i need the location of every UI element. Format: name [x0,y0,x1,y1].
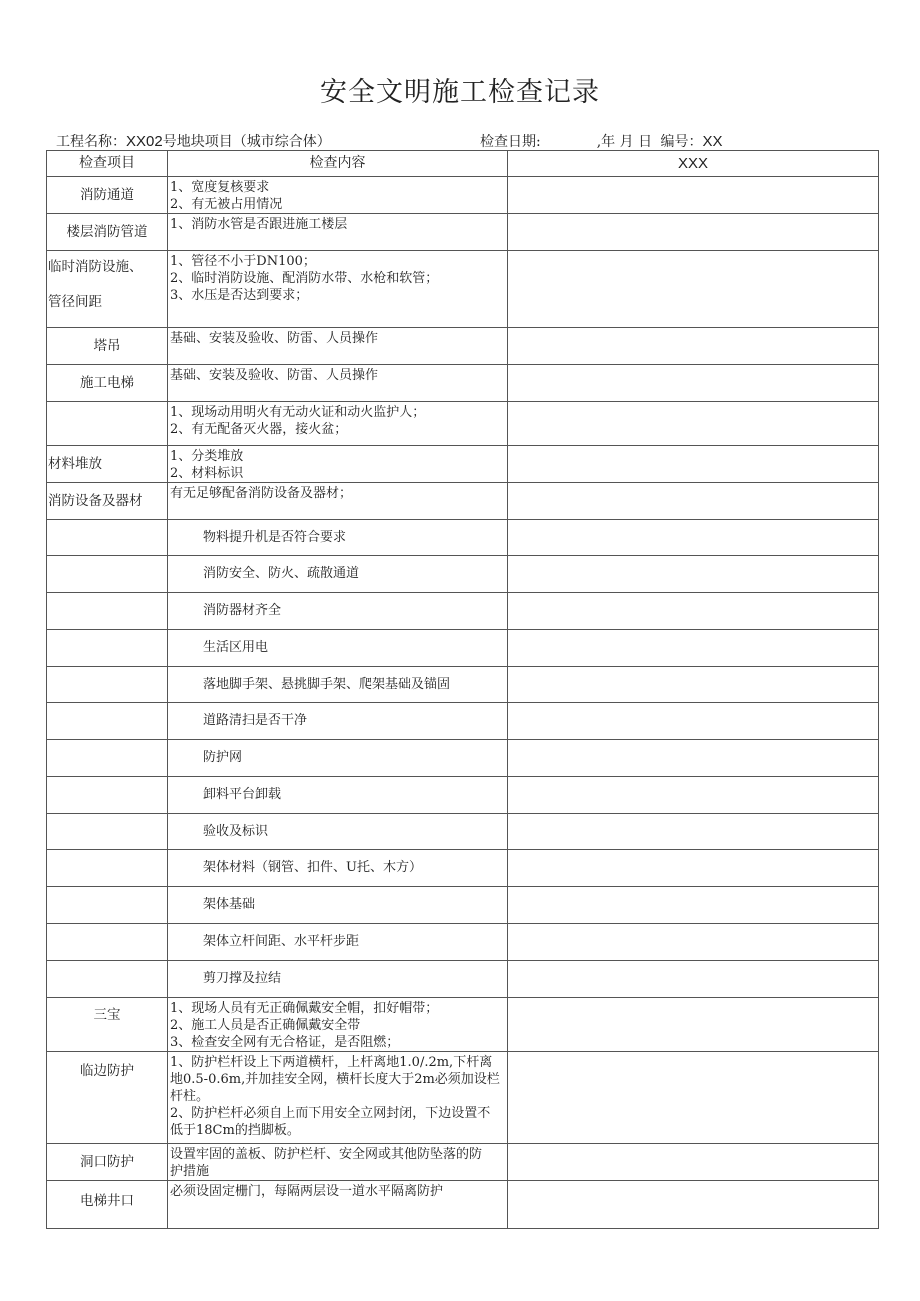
header-result: XXX [508,151,879,177]
content-cell [168,998,508,1052]
table-row [47,402,879,446]
result-cell[interactable] [508,961,879,998]
table-row [47,446,879,483]
item-cell [47,630,168,667]
content-cell [168,1181,508,1229]
result-cell[interactable] [508,593,879,630]
content-line: 1、宽度复核要求 [170,180,270,195]
table-row [47,1144,879,1181]
content-cell [168,402,508,446]
content-line: 基础、安装及验收、防雷、人员操作 [170,368,379,383]
number-label: 编号： [660,134,703,150]
table-row [47,924,879,961]
content-line: 基础、安装及验收、防雷、人员操作 [170,331,379,346]
item-cell [47,483,168,520]
date-label: 检查日期: [480,134,541,150]
content-cell [168,924,508,961]
table-row [47,593,879,630]
content-line: 1、现场人员有无正确佩戴安全帽，扣好帽带； [170,1001,439,1016]
result-cell[interactable] [508,251,879,328]
content-cell [168,814,508,850]
content-line: 3、水压是否达到要求； [170,288,309,303]
item-label: 消防通道 [80,187,134,203]
content-line: 必须设固定栅门，每隔两层设一道水平隔离防护 [170,1184,444,1199]
item-cell [47,1144,168,1181]
result-cell[interactable] [508,703,879,740]
table-row [47,814,879,850]
content-line: 1、消防水管是否跟进施工楼层 [170,217,348,232]
result-cell[interactable] [508,814,879,850]
content-line: 2、有无被占用情况 [170,197,283,212]
content-cell [168,483,508,520]
content-line: 验收及标识 [203,824,269,839]
table-row [47,630,879,667]
table-row [47,961,879,998]
table-row [47,1052,879,1144]
item-cell [47,365,168,402]
item-label: 材料堆放 [48,456,102,472]
item-label: 楼层消防管道 [66,224,148,240]
content-cell [168,887,508,924]
item-cell [47,556,168,593]
item-cell [47,777,168,814]
content-cell [168,1144,508,1181]
content-cell [168,630,508,667]
content-cell [168,740,508,777]
result-cell[interactable] [508,1181,879,1229]
item-cell [47,850,168,887]
item-label: 三宝 [93,1007,121,1023]
table-row [47,328,879,365]
content-cell [168,177,508,214]
item-cell [47,1181,168,1229]
content-line: 地0.5-0.6m,并加挂安全网，横杆长度大于2m必须加设栏 [170,1072,500,1087]
content-line: 消防安全、防火、疏散通道 [203,566,360,581]
content-cell [168,328,508,365]
content-line: 3、检查安全网有无合格证，是否阻燃； [170,1035,400,1050]
result-cell[interactable] [508,446,879,483]
item-cell [47,251,168,328]
content-line: 卸料平台卸载 [203,787,282,802]
item-label: 电梯井口 [80,1193,134,1209]
result-cell[interactable] [508,520,879,556]
item-cell [47,998,168,1052]
table-row [47,703,879,740]
table-row [47,777,879,814]
content-line: 2、施工人员是否正确佩戴安全带 [170,1018,361,1033]
content-line: 架体基础 [203,897,256,912]
result-cell[interactable] [508,365,879,402]
project-code: XX02 [126,133,163,150]
content-line: 2、防护栏杆必须自上而下用安全立网封闭，下边设置不 [170,1106,491,1121]
result-cell[interactable] [508,1052,879,1144]
item-cell [47,1052,168,1144]
result-cell[interactable] [508,328,879,365]
number-value: XX [702,133,723,150]
inspection-table [46,150,879,1229]
table-row [47,483,879,520]
date-blanks: ,年 月 日 [596,134,653,150]
content-line: 物料提升机是否符合要求 [203,530,347,545]
table-row [47,667,879,703]
content-cell [168,703,508,740]
project-info [56,131,331,151]
item-cell [47,740,168,777]
item-label: 临边防护 [80,1063,134,1079]
result-cell[interactable] [508,630,879,667]
content-line: 2、有无配备灭火器，接火盆； [170,422,348,437]
table-header-row [47,151,879,177]
result-cell[interactable] [508,667,879,703]
table-row [47,365,879,402]
content-line: 1、管径不小于DN100； [170,254,316,269]
table-row [47,850,879,887]
table-row [47,251,879,328]
result-cell[interactable] [508,483,879,520]
table-row [47,556,879,593]
result-cell[interactable] [508,850,879,887]
content-cell [168,214,508,251]
item-cell [47,214,168,251]
content-cell [168,667,508,703]
header-content: 检查内容 [168,151,508,177]
content-cell [168,1052,508,1144]
content-line: 落地脚手架、悬挑脚手架、爬架基础及锚固 [203,677,451,692]
item-label: 管径间距 [48,294,102,310]
table-row [47,177,879,214]
item-cell [47,703,168,740]
table-row [47,1181,879,1229]
result-cell[interactable] [508,887,879,924]
item-cell [47,667,168,703]
item-cell [47,520,168,556]
header-item: 检查项目 [47,151,168,177]
result-cell[interactable] [508,740,879,777]
item-cell [47,814,168,850]
result-cell[interactable] [508,777,879,814]
item-cell [47,593,168,630]
result-cell[interactable] [508,556,879,593]
item-label: 塔吊 [93,338,121,354]
content-cell [168,251,508,328]
content-line: 1、防护栏杆设上下两道横杆，上杆离地1.0/.2m,下杆离 [170,1055,493,1070]
item-label: 消防设备及器材 [48,493,143,509]
content-cell [168,446,508,483]
content-line: 剪刀撑及拉结 [203,971,282,986]
table-row [47,998,879,1052]
content-line: 生活区用电 [203,640,269,655]
result-cell[interactable] [508,402,879,446]
item-cell [47,961,168,998]
content-line: 有无足够配备消防设备及器材； [170,486,353,501]
item-cell [47,446,168,483]
table-row [47,887,879,924]
table-row [47,520,879,556]
item-cell [47,402,168,446]
content-cell [168,850,508,887]
content-line: 1、分类堆放 [170,449,244,464]
table-row [47,740,879,777]
content-cell [168,365,508,402]
result-cell[interactable] [508,177,879,214]
content-line: 设置牢固的盖板、防护栏杆、安全网或其他防坠落的防 [170,1147,483,1162]
content-line: 2、材料标识 [170,466,244,481]
item-cell [47,924,168,961]
result-cell[interactable] [508,214,879,251]
content-line: 防护网 [203,750,243,765]
item-cell [47,328,168,365]
result-cell[interactable] [508,998,879,1052]
item-label: 施工电梯 [80,375,134,391]
result-cell[interactable] [508,924,879,961]
content-line: 道路清扫是否干净 [203,713,308,728]
content-cell [168,961,508,998]
content-line: 1、现场动用明火有无动火证和动火监护人； [170,405,426,420]
item-cell [47,177,168,214]
content-cell [168,777,508,814]
content-line: 消防器材齐全 [203,603,282,618]
item-cell [47,887,168,924]
date-info [480,131,723,151]
table-row [47,214,879,251]
content-line: 2、临时消防设施、配消防水带、水枪和软管； [170,271,439,286]
content-cell [168,520,508,556]
item-label: 临时消防设施、 [48,259,143,275]
content-line: 架体立杆间距、水平杆步距 [203,934,360,949]
item-label: 洞口防护 [80,1154,134,1170]
result-cell[interactable] [508,1144,879,1181]
content-line: 杆柱。 [170,1089,210,1104]
project-name: 号地块项目（城市综合体） [162,134,331,150]
page-title: 安全文明施工检查记录 [320,77,600,108]
content-cell [168,593,508,630]
content-cell [168,556,508,593]
project-label: 工程名称： [56,134,126,150]
content-line: 护措施 [170,1164,210,1179]
content-line: 架体材料（钢管、扣件、U托、木方） [203,860,422,875]
content-line: 低于18Cm的挡脚板。 [170,1123,300,1138]
